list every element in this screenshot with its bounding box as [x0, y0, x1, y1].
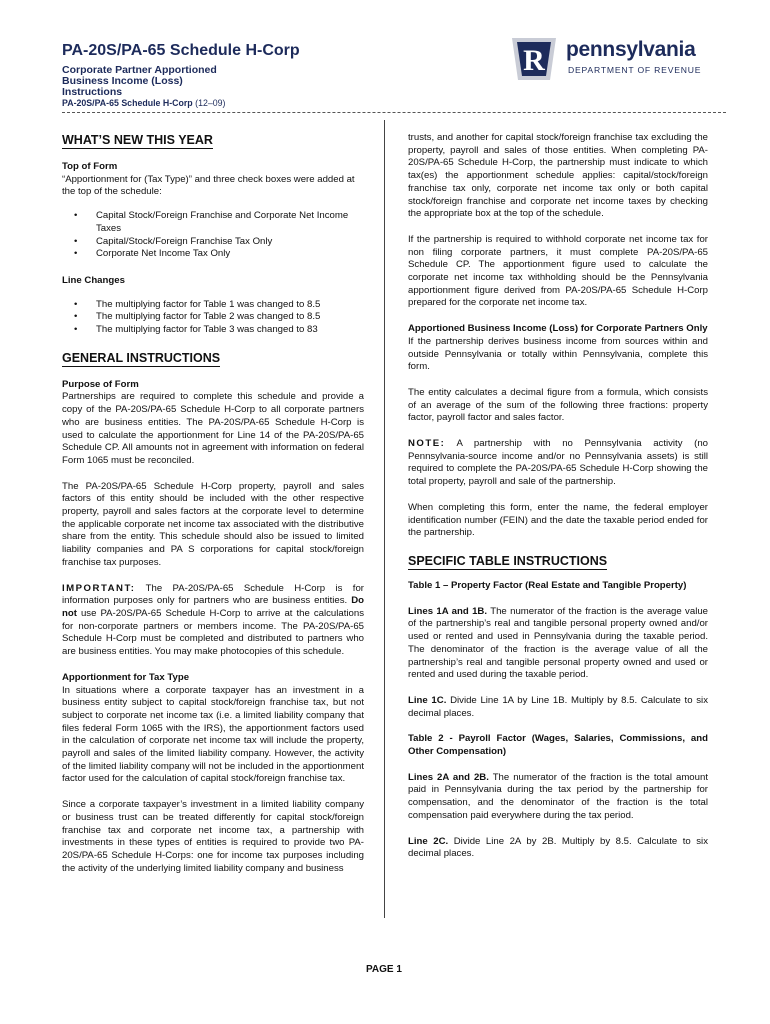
- line-1c-text: Divide Line 1A by Line 1B. Multiply by 8.5. Calculate to six decimal places.: [408, 694, 708, 719]
- list-item: • The multiplying factor for Table 3 was changed to 83: [96, 324, 364, 337]
- subtitle-line-1: Corporate Partner Apportioned: [62, 64, 217, 76]
- logo-department: DEPARTMENT OF REVENUE: [568, 65, 702, 75]
- top-of-form-heading: Top of Form: [62, 161, 118, 172]
- page-number: PAGE 1: [366, 964, 402, 975]
- form-code: [62, 98, 225, 108]
- continued-text: trusts, and another for capital stock/foreign franchise tax excluding the property, payroll and sales of those entities. When completing PA-20S/PA-65 Schedule H-Corp, the partnership must indicate to which tax(es) the apportionment schedule applies: capital/stock/foreign franchise tax only, corporate net income tax only or both capital stock/foreign franchise and corporate net income taxes by checking the appropriate box at the top of the schedule.: [408, 132, 708, 220]
- important-text-rest: use PA-20S/PA-65 Schedule H-Corp to arrive at the calculations for non-corporate partners or members income. The PA-20S/PA-65 Schedule H-Corp must be completed and distributed to partners who are business entities. You may make photocopies of this schedule.: [62, 607, 364, 658]
- document-title: PA-20S/PA-65 Schedule H-Corp: [62, 42, 300, 59]
- checkbox-list: [62, 210, 364, 261]
- important-paragraph: [62, 583, 364, 659]
- line-1c-label: Line 1C.: [408, 694, 447, 706]
- line-1c-paragraph: [408, 695, 708, 720]
- form-code-name: PA-20S/PA-65 Schedule H-Corp: [62, 98, 193, 108]
- completing-text: When completing this form, enter the name, the federal employer identification number (FEIN) and the date the taxable period ended for the partnership.: [408, 501, 708, 539]
- lines-2a-2b-text: The numerator of the fraction is the total amount paid in Pennsylvania during the tax period by the partnership for compensation, and the denominator of the fraction is the total compensation paid everywhere during the tax period.: [408, 771, 708, 821]
- line-2c-label: Line 2C.: [408, 835, 449, 847]
- line-changes-list: [62, 299, 364, 337]
- important-text: The PA-20S/PA-65 Schedule H-Corp is for information purposes only for partners who are business entities.: [62, 582, 364, 607]
- apportionment-heading: Apportionment for Tax Type: [62, 671, 190, 683]
- whats-new-heading: WHAT’S NEW THIS YEAR: [62, 133, 213, 147]
- note-paragraph: [408, 438, 708, 489]
- list-item: • Capital Stock/Foreign Franchise and Corporate Net Income Taxes: [96, 210, 364, 235]
- list-item: • Corporate Net Income Tax Only: [96, 248, 364, 261]
- note-label: NOTE:: [408, 438, 446, 450]
- decimal-text: The entity calculates a decimal figure from a formula, which consists of an average of the sum of the following three fractions: property factor, payroll factor and sales factor.: [408, 386, 708, 424]
- lines-2a-2b-label: Lines 2A and 2B.: [408, 771, 489, 783]
- apportioned-heading: Apportioned Business Income (Loss) for Corporate Partners Only: [408, 323, 708, 335]
- table2-heading: Table 2 - Payroll Factor (Wages, Salaries, Commissions, and Other Compensation): [408, 733, 708, 758]
- logo-letter: R: [523, 44, 545, 77]
- subtitle-line-2: Business Income (Loss): [62, 75, 183, 87]
- important-label: IMPORTANT:: [62, 582, 136, 594]
- subtitle-line-3: Instructions: [62, 86, 123, 98]
- pa-revenue-logo: [508, 36, 722, 84]
- left-column: [62, 120, 364, 875]
- list-item: • Capital/Stock/Foreign Franchise Tax Only: [96, 236, 364, 249]
- form-code-date: (12–09): [195, 98, 226, 108]
- apportioned-text: If the partnership derives business income from sources within and outside Pennsylvania or totally within Pennsylvania, complete this form.: [408, 335, 708, 373]
- important-do-not: Do not: [62, 595, 364, 619]
- general-instructions-heading: GENERAL INSTRUCTIONS: [62, 350, 221, 365]
- lines-1a-1b-label: Lines 1A and 1B.: [408, 605, 488, 617]
- note-text: A partnership with no Pennsylvania activity (no Pennsylvania-source income and/or no Pennsylvania assets) is still required to complete the PA-20S/PA-65 Schedule H-Corp showing the total property, payroll and sale of the partnership.: [408, 438, 708, 488]
- top-of-form-text: “Apportionment for (Tax Type)” and three check boxes were added at the top of the schedule:: [62, 173, 355, 198]
- right-column: [408, 120, 708, 861]
- list-item: • The multiplying factor for Table 1 was changed to 8.5: [96, 299, 364, 312]
- list-item: • The multiplying factor for Table 2 was changed to 8.5: [96, 311, 364, 324]
- property-text: The PA-20S/PA-65 Schedule H-Corp property, payroll and sales factors of this entity should be included with the other respective property, payroll and sales factors at the corporate level to determine the applicable corporate net income tax associated with the distributive share from the entity. This schedule should also be issued to limited liability companies and PA S corporations for capital stock/foreign franchise tax purposes.: [62, 480, 364, 568]
- table1-heading: Table 1 – Property Factor (Real Estate and Tangible Property): [408, 579, 687, 591]
- line-2c-paragraph: [408, 836, 708, 861]
- purpose-text: Partnerships are required to complete this schedule and provide a copy of the PA-20S/PA-65 Schedule H-Corp to all corporate partners who are business entities. The PA-20S/PA-65 Schedule H-Corp is used to calculate the apportionment for Line 14 of the PA-20S/PA-65 Schedule CP. All amounts not in agreement with information on federal Form 1065 must be reconciled.: [62, 391, 364, 466]
- lines-2a-2b-paragraph: [408, 772, 708, 823]
- purpose-heading: Purpose of Form: [62, 378, 139, 390]
- lines-1a-1b-text: The numerator of the fraction is the average value of the partnership’s real and tangible personal property owned and/or used or rented and used in Pennsylvania during the taxable period. The denominator of the fraction is the average value of all the partnership’s real and tangible personal property owned and used or rented and used during the taxable period.: [408, 605, 708, 681]
- line-changes-heading: Line Changes: [62, 274, 125, 286]
- specific-instructions-heading: SPECIFIC TABLE INSTRUCTIONS: [408, 553, 608, 568]
- withhold-text: If the partnership is required to withhold corporate net income tax for non filing corporate partners, it must complete PA-20S/PA-65 Schedule CP. The apportionment figure used to calculate the corporate net income tax withholding should be the Pennsylvania apportionment figure derived from PA-20S/PA-65 Schedule H-Corp prepared for the corporate net income tax.: [408, 233, 708, 309]
- apportionment-text: In situations where a corporate taxpayer has an investment in a business entity subject to capital stock/foreign franchise tax, but not subject to corporate net income tax (i.e. a limited liability company that files federal Form 1065 with the IRS), the apportionment factors used in the calculation of corporate net income tax will include the property, payroll and sales of the limited liability company. However, the activity of the limited liability company will not be included in the apportionment factor used for the calculation of capital stock/foreign franchise tax.: [62, 684, 364, 785]
- document-header: [62, 38, 722, 112]
- column-divider: [384, 120, 385, 918]
- line-2c-text: Divide Line 2A by 2B. Multiply by 8.5. Calculate to six decimal places.: [408, 835, 708, 860]
- logo-name: pennsylvania: [566, 38, 696, 61]
- header-divider: [62, 112, 726, 113]
- lines-1a-1b-paragraph: [408, 606, 708, 682]
- since-text: Since a corporate taxpayer’s investment in a limited liability company or business trust can be treated differently for capital stock/foreign franchise tax and corporate net income tax, a partnership with investments in these types of entities is required to provide two PA-20S/PA-65 Schedule H-Corps: one for income tax purposes including the activity of the underlying limited liability company and business: [62, 799, 364, 874]
- keystone-icon: [508, 36, 560, 82]
